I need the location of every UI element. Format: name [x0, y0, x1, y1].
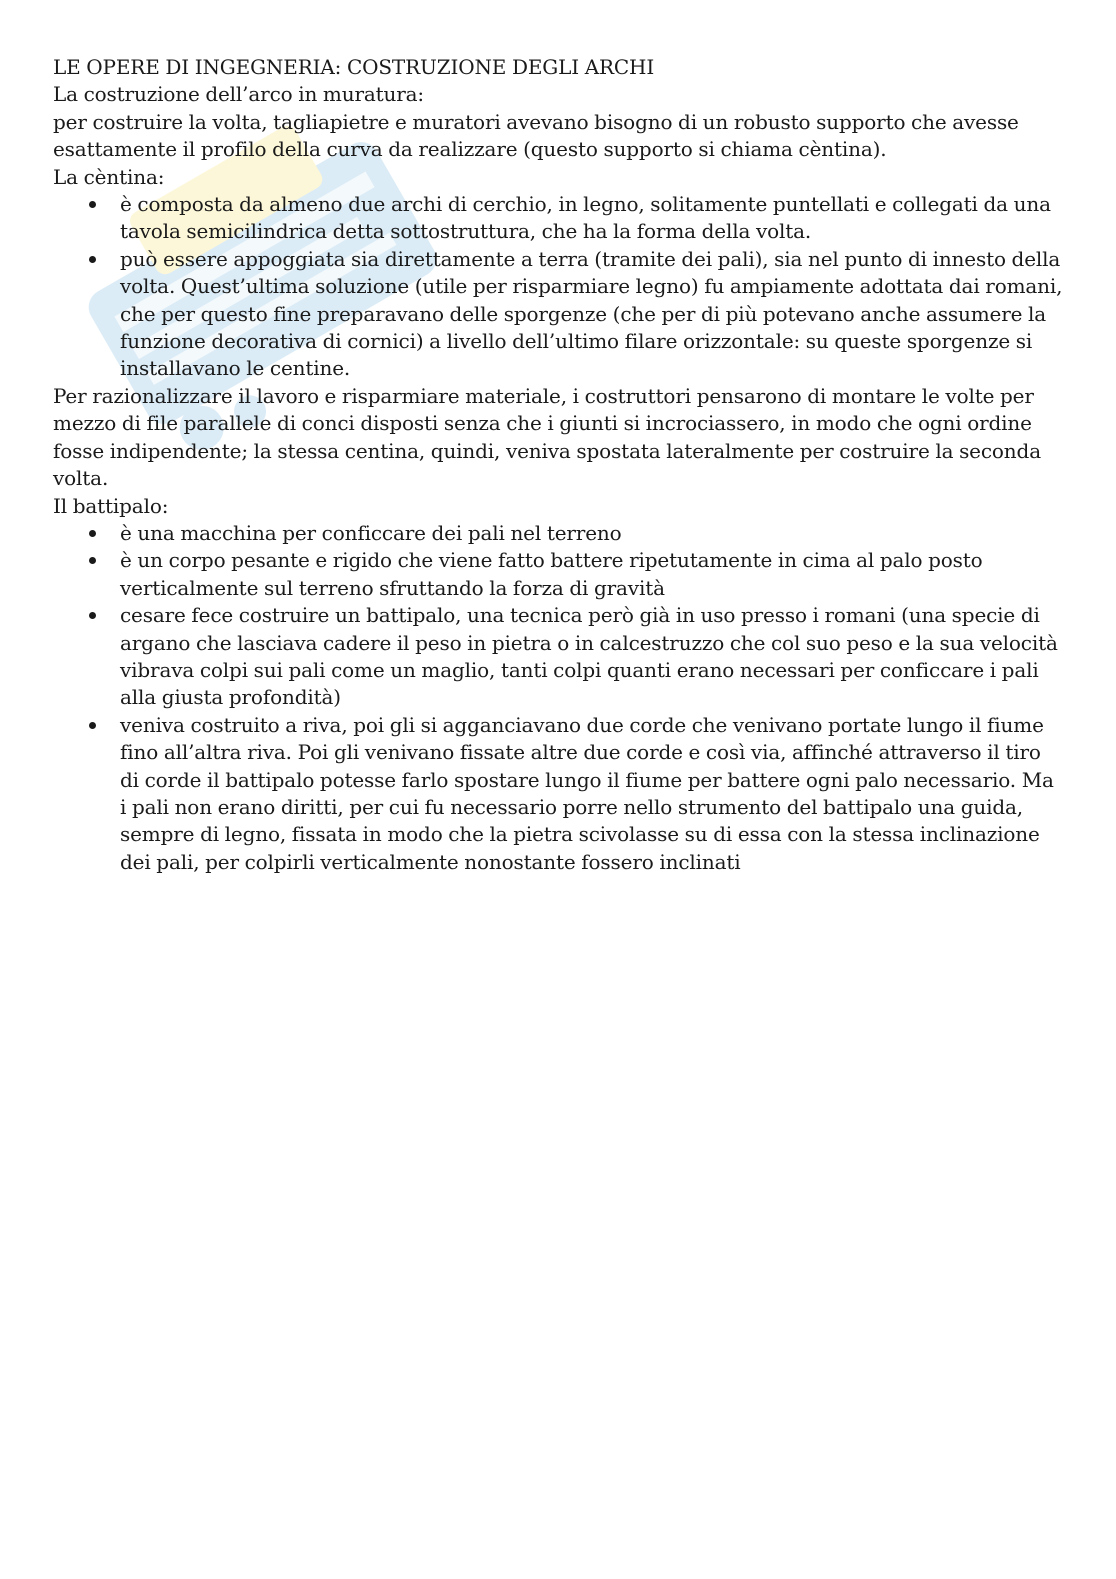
list-item: è un corpo pesante e rigido che viene fatto battere ripetutamente in cima al palo posto verticalmente sul terreno sfruttando la forza di gravità — [120, 547, 1063, 602]
rationalization-paragraph: Per razionalizzare il lavoro e risparmiare materiale, i costruttori pensarono di montare le volte per mezzo di file parallele di conci disposti senza che i giunti si incrociassero, in modo che ogni ordine fosse indipendente; la stessa centina, quindi, veniva spostata lateralmente per costruire la seconda volta. — [53, 383, 1041, 491]
centina-list — [53, 191, 1063, 383]
centina-heading: La cèntina: — [53, 164, 165, 189]
list-item: è una macchina per conficcare dei pali nel terreno — [120, 520, 1063, 547]
list-item: veniva costruito a riva, poi gli si agganciavano due corde che venivano portate lungo il fiume fino all’altra riva. Poi gli venivano fissate altre due corde e così via, affinché attraverso il tiro di corde il battipalo potesse farlo spostare lungo il fiume per battere ogni palo necessario. Ma i pali non erano diritti, per cui fu necessario porre nello strumento del battipalo una guida, sempre di legno, fissata in modo che la pietra scivolasse su di essa con la stessa inclinazione dei pali, per colpirli verticalmente nonostante fossero inclinati — [120, 712, 1063, 876]
list-item: può essere appoggiata sia direttamente a terra (tramite dei pali), sia nel punto di innesto della volta. Quest’ultima soluzione (utile per risparmiare legno) fu ampiamente adottata dai romani, che per questo fine preparavano delle sporgenze (che per di più potevano anche assumere la funzione decorativa di cornici) a livello dell’ultimo filare orizzontale: su queste sporgenze si installavano le centine. — [120, 246, 1063, 383]
list-item: cesare fece costruire un battipalo, una tecnica però già in uso presso i romani (una specie di argano che lasciava cadere il peso in pietra o in calcestruzzo che col suo peso e la sua velocità vibrava colpi sui pali come un maglio, tanti colpi quanti erano necessari per conficcare i pali alla giusta profondità) — [120, 602, 1063, 712]
intro-paragraph: per costruire la volta, tagliapietre e muratori avevano bisogno di un robusto supporto che avesse esattamente il profilo della curva da realizzare (questo supporto si chiama cèntina). — [53, 109, 1019, 162]
list-item: è composta da almeno due archi di cerchio, in legno, solitamente puntellati e collegati da una tavola semicilindrica detta sottostruttura, che ha la forma della volta. — [120, 191, 1063, 246]
document-page — [53, 54, 1063, 876]
document-title: LE OPERE DI INGEGNERIA: COSTRUZIONE DEGLI ARCHI — [53, 55, 655, 79]
battipalo-list — [53, 520, 1063, 876]
section-subtitle: La costruzione dell’arco in muratura: — [53, 82, 425, 107]
battipalo-heading: Il battipalo: — [53, 493, 169, 518]
